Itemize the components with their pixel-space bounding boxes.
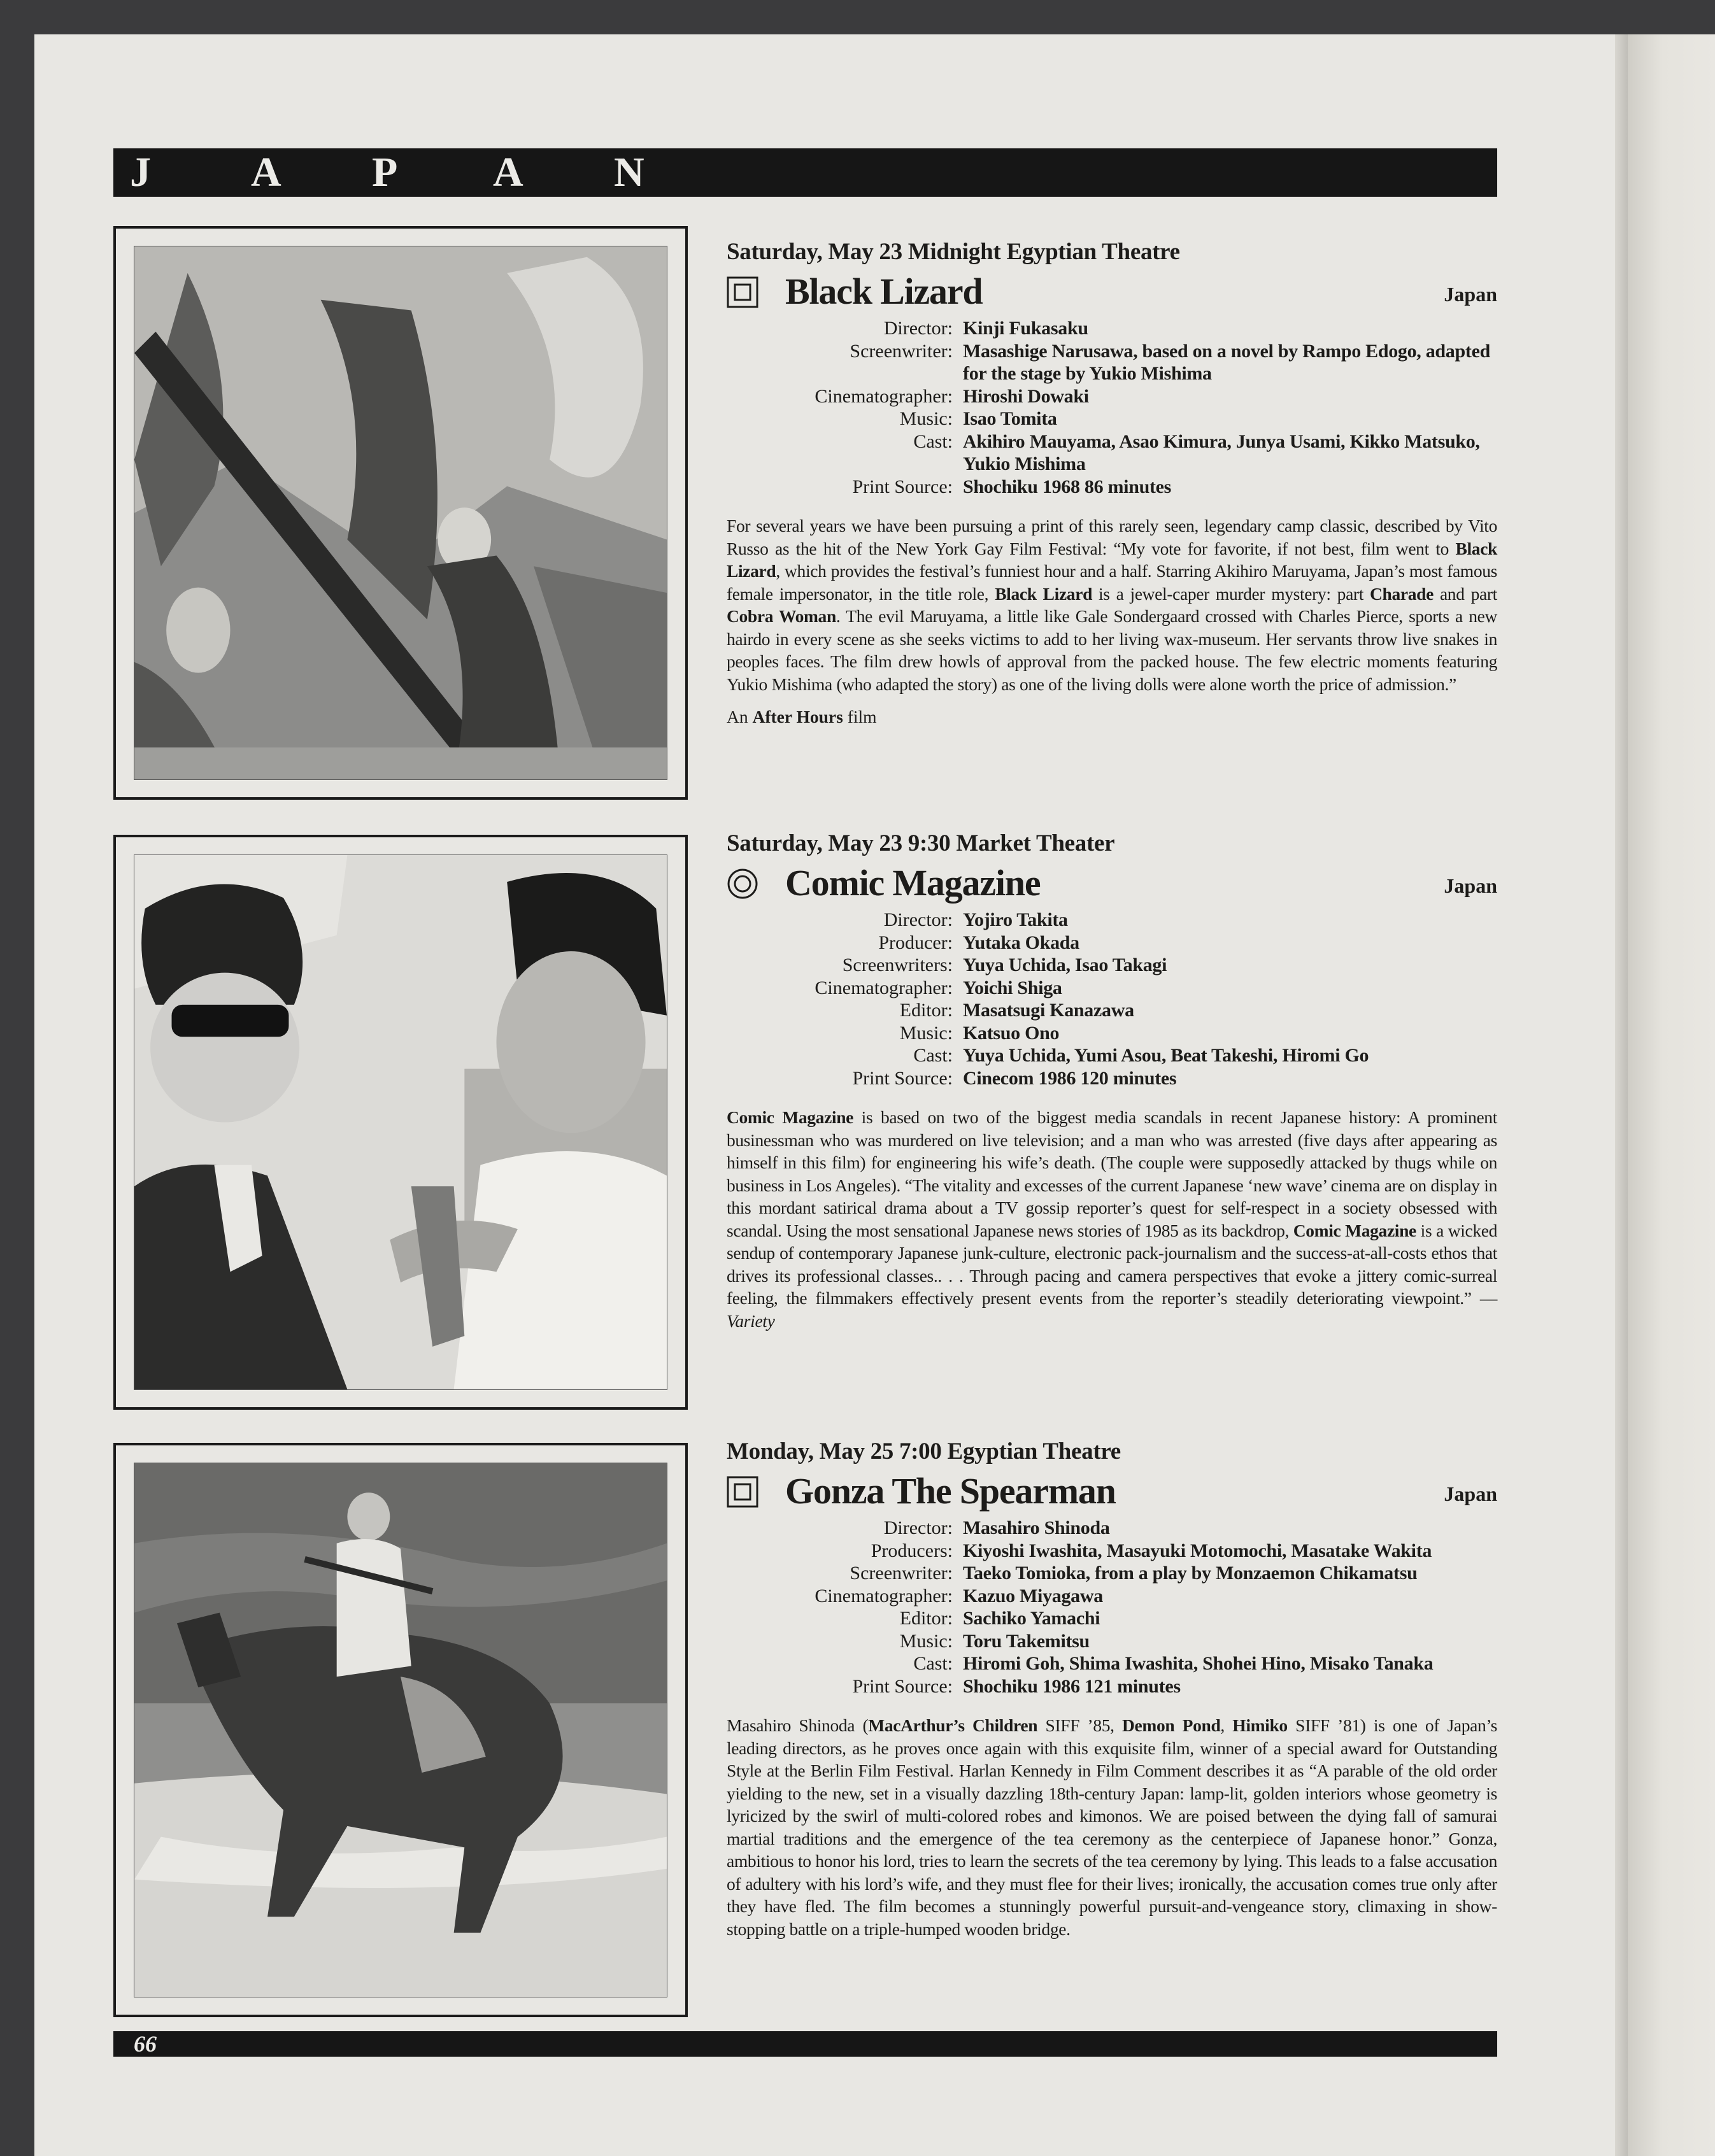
film-listing-black-lizard bbox=[727, 238, 1497, 728]
film-title-row bbox=[727, 270, 1497, 313]
bold-title-text: Cobra Woman bbox=[727, 606, 836, 626]
credit-names: Isao Tomita bbox=[963, 408, 1057, 429]
bold-title-text: Charade bbox=[1370, 583, 1434, 604]
description-text: , which provides the festival’s funniest hour and a half. Starring Akihiro Maruyama, Japan’s most famous female impersonator, in the title role, bbox=[727, 561, 1497, 604]
credit-row bbox=[727, 1517, 1497, 1540]
credit-row bbox=[727, 1067, 1497, 1090]
bold-title-text: Black Lizard bbox=[727, 538, 1497, 581]
comic-magazine-still-photo bbox=[134, 855, 667, 1390]
film-description bbox=[727, 514, 1497, 695]
credit-row bbox=[727, 1022, 1497, 1045]
film-title-row bbox=[727, 862, 1497, 905]
bold-title-text: Himiko bbox=[1232, 1715, 1288, 1735]
description-text: film bbox=[843, 707, 877, 727]
credit-role: Music: bbox=[899, 408, 953, 429]
credit-names: Hiromi Goh, Shima Iwashita, Shohei Hino, Misako Tanaka bbox=[963, 1653, 1434, 1674]
credit-names: Shochiku 1968 86 minutes bbox=[963, 476, 1172, 497]
credit-names: Yojiro Takita bbox=[963, 909, 1068, 930]
film-description bbox=[727, 1106, 1497, 1332]
credit-role: Print Source: bbox=[852, 1675, 953, 1697]
credit-row bbox=[727, 1675, 1497, 1698]
credit-role: Director: bbox=[883, 318, 953, 339]
credit-role: Cinematographer: bbox=[815, 1585, 953, 1606]
screening-schedule: Saturday, May 23 9:30 Market Theater bbox=[727, 830, 1115, 856]
credit-row bbox=[727, 1562, 1497, 1585]
film-country: Japan bbox=[1444, 1482, 1497, 1505]
credit-names: Taeko Tomioka, from a play by Monzaemon Chikamatsu bbox=[963, 1563, 1418, 1584]
screening-schedule: Monday, May 25 7:00 Egyptian Theatre bbox=[727, 1438, 1121, 1465]
film-credits bbox=[727, 909, 1497, 1089]
credit-names: Yuya Uchida, Isao Takagi bbox=[963, 954, 1167, 975]
credit-role: Screenwriter: bbox=[850, 1563, 953, 1584]
description-text: is a jewel-caper murder mystery: part bbox=[1092, 583, 1370, 604]
credit-names: Kazuo Miyagawa bbox=[963, 1585, 1103, 1606]
credit-names: Hiroshi Dowaki bbox=[963, 385, 1089, 407]
credit-names: Sachiko Yamachi bbox=[963, 1608, 1100, 1629]
film-country: Japan bbox=[1444, 283, 1497, 306]
film-title-row bbox=[727, 1470, 1497, 1513]
bold-title-text: Black Lizard bbox=[995, 583, 1093, 604]
italic-source-text: Variety bbox=[727, 1310, 775, 1331]
page-gutter bbox=[1615, 34, 1629, 2156]
film-credits bbox=[727, 1517, 1497, 1698]
credit-role: Editor: bbox=[899, 1608, 953, 1629]
credit-names: Yoichi Shiga bbox=[963, 977, 1062, 998]
credit-row bbox=[727, 954, 1497, 977]
section-letter: N bbox=[614, 149, 644, 195]
credit-row bbox=[727, 977, 1497, 1000]
description-text: An bbox=[727, 707, 753, 727]
credit-row bbox=[727, 1630, 1497, 1653]
credit-row bbox=[727, 476, 1497, 499]
section-letter: P bbox=[372, 149, 398, 195]
credit-names: Kiyoshi Iwashita, Masayuki Motomochi, Masatake Wakita bbox=[963, 1540, 1432, 1561]
film-title: Comic Magazine bbox=[785, 862, 1041, 904]
credit-role: Cinematographer: bbox=[815, 385, 953, 407]
credit-row bbox=[727, 408, 1497, 430]
credit-row bbox=[727, 340, 1497, 385]
square-rating-icon bbox=[727, 1476, 758, 1508]
screening-schedule: Saturday, May 23 Midnight Egyptian Theatre bbox=[727, 239, 1180, 265]
description-text: SIFF ’85, bbox=[1037, 1715, 1123, 1735]
bold-title-text: Comic Magazine bbox=[727, 1107, 854, 1127]
credit-names: Masashige Narusawa, based on a novel by Rampo Edogo, adapted for the stage by Yukio Mishima bbox=[963, 340, 1490, 384]
credit-row bbox=[727, 932, 1497, 954]
bold-title-text: After Hours bbox=[752, 707, 843, 727]
credit-row bbox=[727, 317, 1497, 340]
credit-row bbox=[727, 1044, 1497, 1067]
credit-role: Producer: bbox=[878, 932, 953, 953]
description-text: For several years we have been pursuing a print of this rarely seen, legendary camp classic, described by Vito Russo as the hit of the New York Gay Film Festival: “My vote for favorite, if not best, film went to bbox=[727, 516, 1497, 558]
comic-magazine-still-frame bbox=[113, 835, 688, 1410]
film-listing-gonza-the-spearman bbox=[727, 1438, 1497, 1940]
description-text: is based on two of the biggest media scandals in recent Japanese history: A prominent businessman who was murdered on live television; and a man who was arrested (five days after appearing as himself in this film) for engineering his wife’s death. (The couple were supposedly attacked by thugs while on business in Los Angeles). “The vitality and excesses of the current Japanese ‘new wave’ cinema are on display in this mordant satirical drama about a TV gossip reporter’s quest for self-respect in a society obsessed with scandal. Using the most sensational Japanese news stories of 1985 as its backdrop, bbox=[727, 1107, 1497, 1240]
credit-role: Music: bbox=[899, 1022, 953, 1044]
credit-names: Masahiro Shinoda bbox=[963, 1517, 1110, 1538]
section-header-title bbox=[130, 148, 735, 197]
film-country: Japan bbox=[1444, 874, 1497, 897]
credit-row bbox=[727, 1652, 1497, 1675]
bold-title-text: Demon Pond bbox=[1122, 1715, 1221, 1735]
credit-role: Print Source: bbox=[852, 1067, 953, 1089]
credit-names: Akihiro Mauyama, Asao Kimura, Junya Usami, Kikko Matsuko, Yukio Mishima bbox=[963, 430, 1480, 474]
page-number: 66 bbox=[134, 2031, 157, 2057]
credit-role: Cast: bbox=[913, 1045, 953, 1066]
credit-names: Yutaka Okada bbox=[963, 932, 1079, 953]
film-title: Black Lizard bbox=[785, 271, 983, 312]
credit-role: Director: bbox=[883, 1517, 953, 1538]
credit-role: Cast: bbox=[913, 430, 953, 452]
credit-names: Shochiku 1986 121 minutes bbox=[963, 1675, 1181, 1697]
credit-row bbox=[727, 999, 1497, 1022]
bold-title-text: Comic Magazine bbox=[1293, 1220, 1416, 1240]
credit-row bbox=[727, 1585, 1497, 1608]
credit-names: Toru Takemitsu bbox=[963, 1630, 1090, 1652]
facing-page-edge bbox=[1628, 34, 1715, 2156]
description-text: is a wicked sendup of contemporary Japanese junk-culture, electronic pack-journalism and the success-at-all-costs ethos that drives its professional classes.. . . Through pacing and camera perspectives that evoke a jittery comic-surreal feeling, the filmmakers effectively present events from the reporter’s steadily deteriorating viewpoint.” — bbox=[727, 1220, 1498, 1308]
film-description bbox=[727, 1714, 1497, 1940]
credit-role: Cinematographer: bbox=[815, 977, 953, 998]
credit-role: Cast: bbox=[913, 1653, 953, 1674]
film-note bbox=[727, 706, 1497, 728]
section-letter: J bbox=[130, 149, 151, 195]
credit-names: Kinji Fukasaku bbox=[963, 318, 1088, 339]
film-credits bbox=[727, 317, 1497, 498]
credit-row bbox=[727, 430, 1497, 476]
gonza-the-spearman-still-frame bbox=[113, 1443, 688, 2017]
credit-row bbox=[727, 1607, 1497, 1630]
credit-names: Yuya Uchida, Yumi Asou, Beat Takeshi, Hiromi Go bbox=[963, 1045, 1369, 1066]
credit-row bbox=[727, 1540, 1497, 1563]
description-text: and part bbox=[1433, 583, 1497, 604]
description-text: . The evil Maruyama, a little like Gale Sondergaard crossed with Charles Pierce, sports a new hairdo in every scene as she seeks victims to add to her living wax-museum. Her servants throw live snakes in peoples faces. The film drew howls of approval from the packed house. The few electric moments featuring Yukio Mishima (who adapted the story) as one of the living dolls were alone worth the price of admission.” bbox=[727, 606, 1497, 694]
credit-role: Screenwriters: bbox=[842, 954, 953, 975]
gonza-the-spearman-still-photo bbox=[134, 1463, 667, 1997]
circle-rating-icon bbox=[727, 868, 758, 900]
credit-names: Cinecom 1986 120 minutes bbox=[963, 1067, 1177, 1089]
film-title: Gonza The Spearman bbox=[785, 1470, 1116, 1512]
credit-row bbox=[727, 385, 1497, 408]
credit-role: Editor: bbox=[899, 1000, 953, 1021]
credit-role: Screenwriter: bbox=[850, 340, 953, 362]
credit-role: Music: bbox=[899, 1630, 953, 1652]
bold-title-text: MacArthur’s Children bbox=[868, 1715, 1038, 1735]
credit-role: Director: bbox=[883, 909, 953, 930]
section-letter: A bbox=[493, 149, 523, 195]
credit-names: Masatsugi Kanazawa bbox=[963, 1000, 1134, 1021]
black-lizard-still-photo bbox=[134, 246, 667, 780]
description-text: , bbox=[1220, 1715, 1233, 1735]
black-lizard-still-frame bbox=[113, 226, 688, 800]
credit-role: Producers: bbox=[871, 1540, 953, 1561]
credit-row bbox=[727, 909, 1497, 932]
section-letter: A bbox=[251, 149, 281, 195]
credit-names: Katsuo Ono bbox=[963, 1022, 1060, 1044]
description-text: SIFF ’81) is one of Japan’s leading directors, as he proves once again with this exquisite film, winner of a special award for Outstanding Style at the Berlin Film Festival. Harlan Kennedy in Film Comment describes it as “A parable of the old order yielding to the new, set in a visually dazzling 18th-century Japan: lamp-lit, golden interiors whose geometry is lyricized by the swirl of multi-colored robes and kimonos. We are poised between the dying fall of samurai martial traditions and the emergence of the tea ceremony as the centerpiece of Japanese honor.” Gonza, ambitious to honor his lord, tries to learn the secrets of the tea ceremony by lying. This leads to a false accusation of adultery with his lord’s wife, and they must flee for their lives; ironically, the accusation comes true only after they have fled. The film becomes a stunningly powerful pursuit-and-vengeance story, climaxing in show-stopping battle on a triple-humped wooden bridge. bbox=[727, 1715, 1497, 1939]
credit-role: Print Source: bbox=[852, 476, 953, 497]
film-listing-comic-magazine bbox=[727, 830, 1497, 1332]
footer-bar bbox=[113, 2031, 1497, 2057]
square-rating-icon bbox=[727, 276, 758, 308]
description-text: Masahiro Shinoda ( bbox=[727, 1715, 869, 1735]
